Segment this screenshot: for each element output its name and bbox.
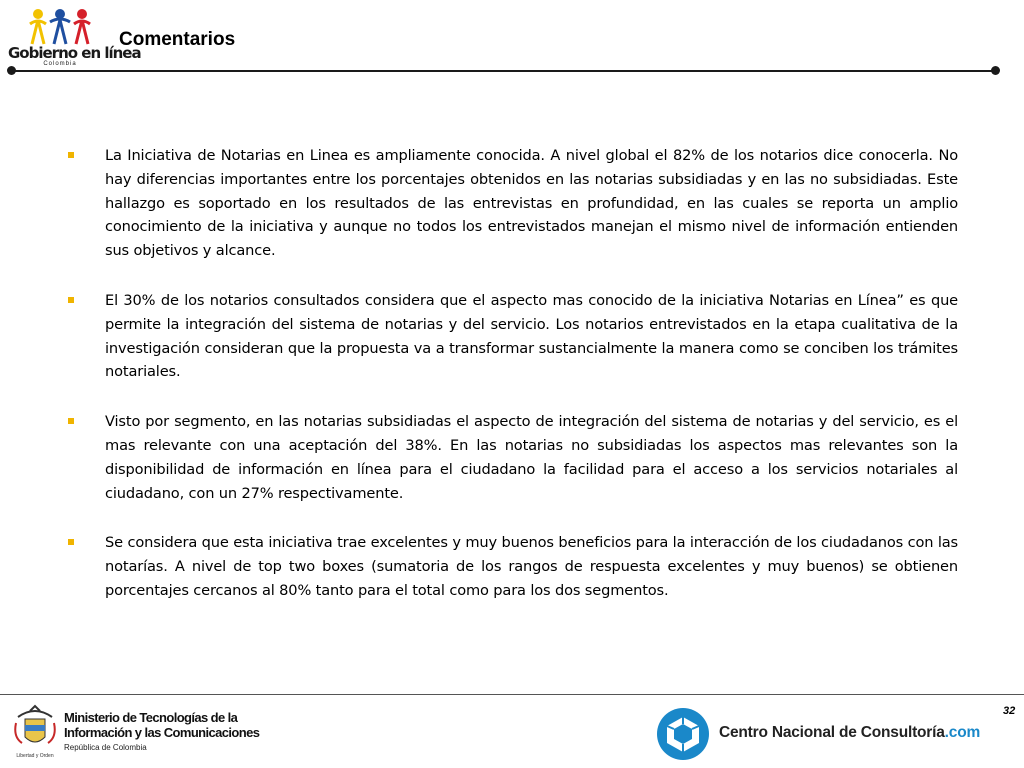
colombia-crest-icon [12, 703, 58, 759]
ministry-name-line1: Ministerio de Tecnologías de la [64, 710, 238, 725]
ministry-name-line2: Información y las Comunicaciones [64, 725, 260, 740]
header-divider [12, 70, 996, 72]
logo-wordmark: Gobierno en línea [8, 44, 141, 62]
list-item [66, 531, 958, 602]
cnc-cube-icon [656, 707, 710, 761]
ministry-country: República de Colombia [64, 743, 147, 752]
list-item-text: La Iniciativa de Notarias en Linea es ampliamente conocida. A nivel global el 82% de los notarios dice conocerla. No hay diferencias importantes entre los porcentajes obtenidos en las notarias subsidiadas y en las no subsidiadas. Este hallazgo es soportado en los resultados de las entrevistas en profundidad, en las cuales se reporta un amplio conocimiento de la iniciativa y aunque no todos los entrevistados manejan el mismo nivel de información entienden sus objetivos y alcance. [105, 147, 958, 260]
people-figures-icon [28, 6, 92, 46]
comments-list [66, 144, 958, 629]
list-item-text: Visto por segmento, en las notarias subsidiadas el aspecto de integración del sistema de notarias y del servicio, es el mas relevante con una aceptación del 38%. En las notarias no subsidiadas los aspectos mas relevantes son la disponibilidad de información en línea para el ciudadano la facilidad para el acceso a los servicios notariales al ciudadano, con un 27% respectivamente. [105, 413, 958, 502]
divider-endpoint-right [991, 66, 1000, 75]
cnc-name-main: Centro Nacional de Consultoría [719, 724, 945, 741]
list-item [66, 289, 958, 384]
square-bullet-icon [68, 297, 74, 303]
divider-endpoint-left [7, 66, 16, 75]
page-number: 32 [1003, 705, 1016, 717]
cnc-logo [656, 707, 981, 767]
square-bullet-icon [68, 152, 74, 158]
cnc-name-suffix: .com [944, 724, 981, 741]
logo-country: Colombia [43, 61, 77, 67]
list-item [66, 410, 958, 505]
cnc-name [719, 724, 980, 742]
square-bullet-icon [68, 418, 74, 424]
list-item [66, 144, 958, 263]
crest-motto: Libertad y Orden [16, 753, 54, 759]
square-bullet-icon [68, 539, 74, 545]
footer-divider [0, 694, 1024, 695]
list-item-text: Se considera que esta iniciativa trae excelentes y muy buenos beneficios para la interacción de los ciudadanos con las notarías. A nivel de top two boxes (sumatoria de los rangos de respuesta excelentes y muy buenos) se obtienen porcentajes cercanos al 80% tanto para el total como para los dos segmentos. [105, 534, 958, 599]
list-item-text: El 30% de los notarios consultados considera que el aspecto mas conocido de la iniciativa Notarias en Línea” es que permite la integración del sistema de notarias y del servicio. Los notarios entrevistados en la etapa cualitativa de la investigación consideran que la propuesta va a transformar sustancialmente la manera como se conciben los trámites notariales. [105, 291, 958, 381]
gobierno-en-linea-logo [8, 4, 141, 68]
ministry-logo [12, 703, 260, 763]
page-title: Comentarios [119, 29, 236, 50]
